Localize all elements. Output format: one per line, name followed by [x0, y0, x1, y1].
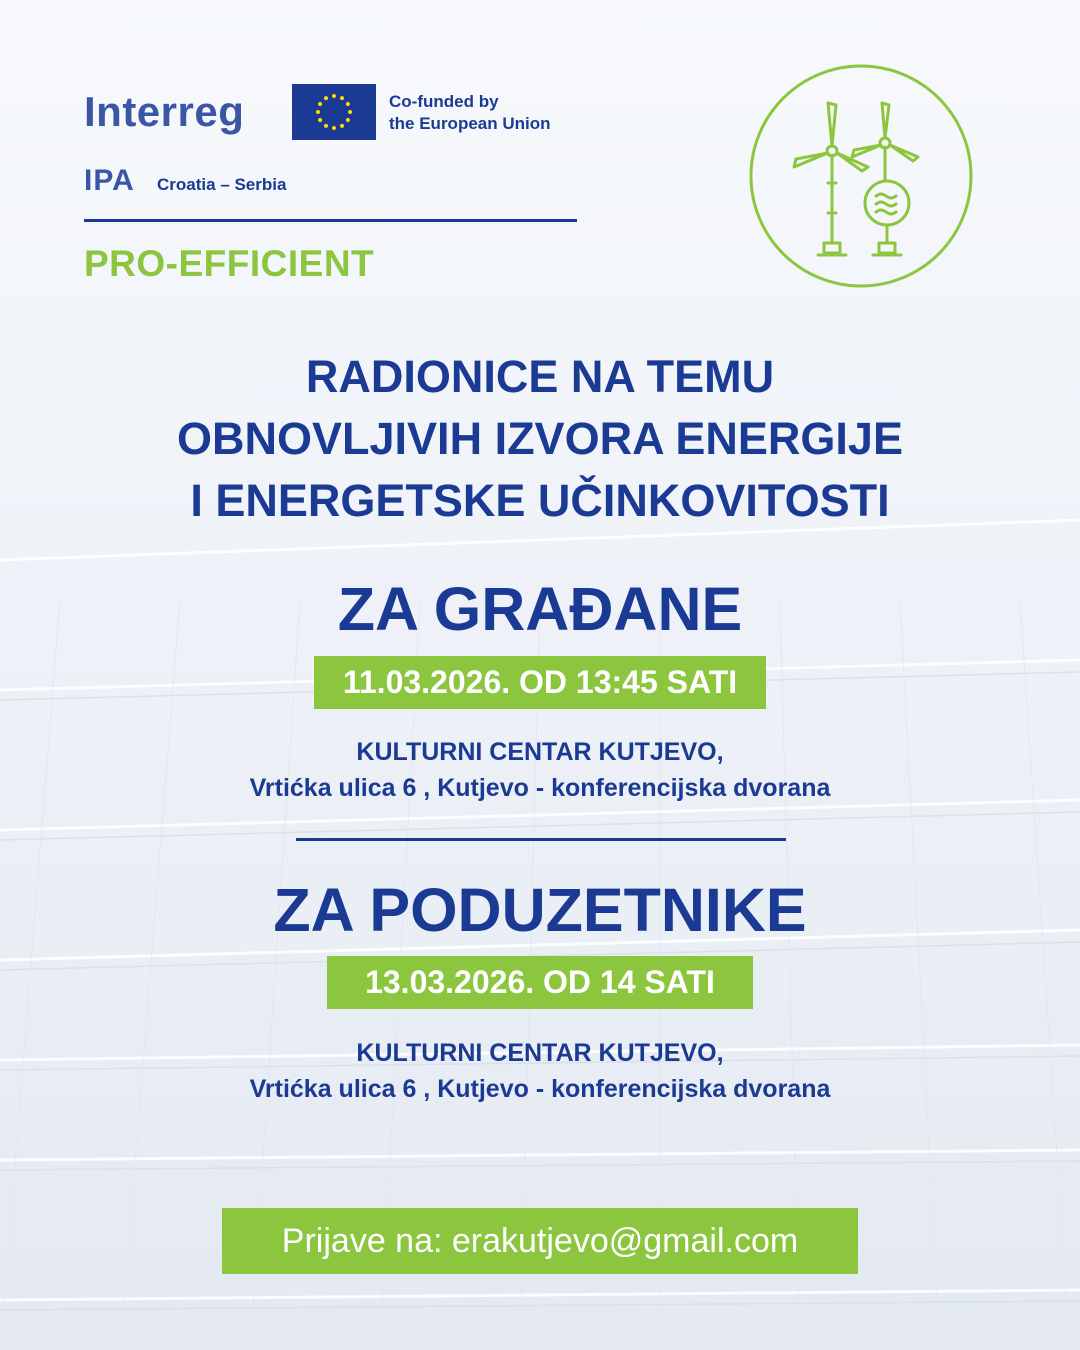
eu-funding-text — [389, 91, 589, 135]
eu-funding-line2: the European Union — [389, 114, 551, 133]
session1-date-badge: 11.03.2026. OD 13:45 SATI — [314, 656, 766, 709]
session1-venue-line1: KULTURNI CENTAR KUTJEVO, — [356, 738, 724, 766]
programme-region: Croatia – Serbia — [157, 175, 287, 194]
session1-venue-line2: Vrtićka ulica 6 , Kutjevo - konferencijska dvorana — [249, 774, 831, 802]
ipa-logo-text: IPA — [84, 164, 135, 197]
session2-venue-line2: Vrtićka ulica 6 , Kutjevo - konferencijska dvorana — [249, 1075, 831, 1103]
eu-funding-line1: Co-funded by — [389, 92, 499, 111]
wind-turbine-energy-icon — [748, 63, 974, 289]
header-divider — [84, 219, 577, 222]
workshop-title — [0, 346, 1080, 532]
interreg-logo-text: Interreg — [84, 88, 245, 135]
signup-email-banner: Prijave na: erakutjevo@gmail.com — [222, 1208, 858, 1274]
session2-audience: ZA PODUZETNIKE — [273, 876, 807, 944]
session2-date-badge: 13.03.2026. OD 14 SATI — [327, 956, 753, 1009]
eu-stars-icon — [292, 84, 376, 140]
project-name: PRO-EFFICIENT — [84, 243, 375, 284]
session1-audience: ZA GRAĐANE — [337, 575, 743, 643]
title-line2: OBNOVLJIVIH IZVORA ENERGIJE — [177, 413, 903, 464]
section-divider — [296, 838, 786, 841]
session2-venue — [0, 1035, 1080, 1107]
title-line1: RADIONICE NA TEMU — [305, 351, 775, 402]
session2-venue-line1: KULTURNI CENTAR KUTJEVO, — [356, 1039, 724, 1067]
session1-venue — [0, 734, 1080, 806]
title-line3: I ENERGETSKE UČINKOVITOSTI — [190, 475, 890, 526]
eu-flag-icon — [292, 84, 376, 140]
